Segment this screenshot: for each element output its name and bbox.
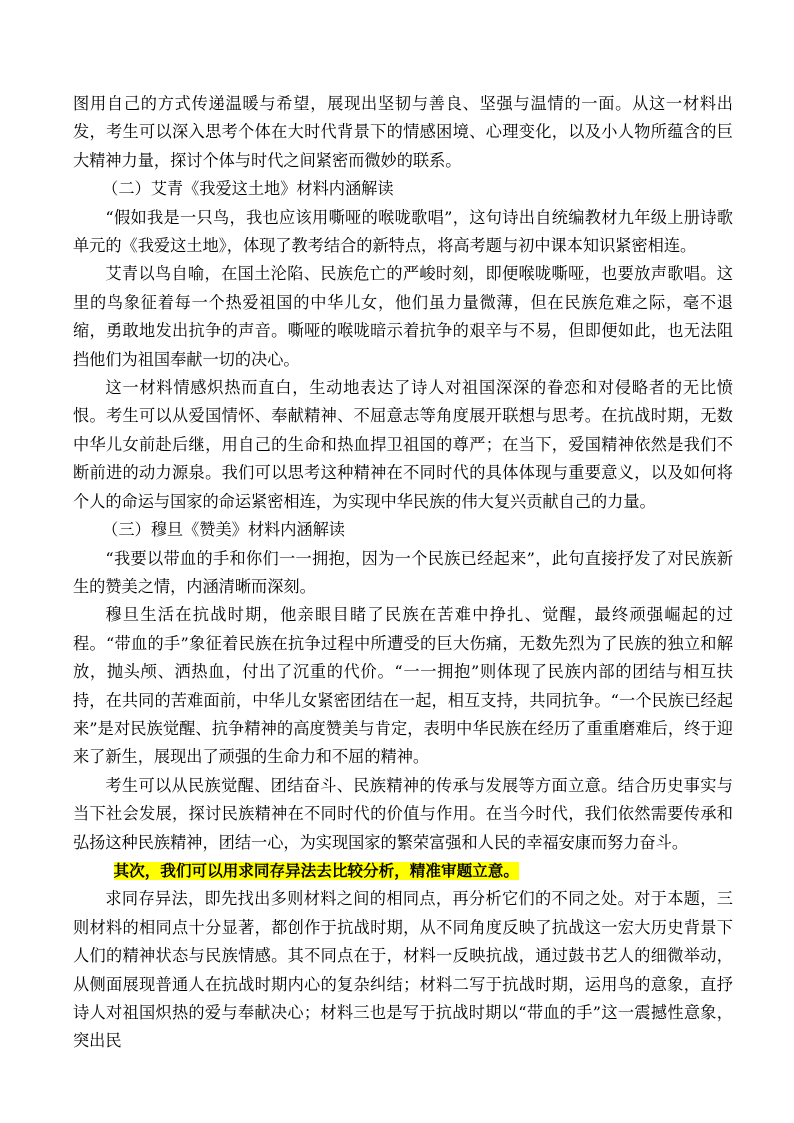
paragraph-mudan-analysis: 穆旦生活在抗战时期，他亲眼目睹了民族在苦难中挣扎、觉醒，最终顽强崛起的过程。“带血的手”象征着民族在抗争过程中所遭受的巨大伤痛，无数先烈为了民族的独立和解放，抛头颅、洒热血，付出了沉重的代价。“一一拥抱”则体现了民族内部的团结与相互扶持，在共同的苦难面前，中华儿女紧密团结在一起，相互支持，共同抗争。“一个民族已经起来”是对民族觉醒、抗争精神的高度赞美与肯定，表明中华民族在经历了重重磨难后，终于迎来了新生，展现出了顽强的生命力和不屈的精神。 (73, 605, 733, 767)
paragraph-method: 求同存异法，即先找出多则材料之间的相同点，再分析它们的不同之处。对于本题，三则材料的相同点十分显著，都创作于抗战时期，从不同角度反映了抗战这一宏大历史背景下人们的精神状态与民族情感。其不同点在于，材料一反映抗战，通过鼓书艺人的细微举动，从侧面展现普通人在抗战时期内心的复杂纠结；材料二写于抗战时期，运用鸟的意象，直抒诗人对祖国炽热的爱与奉献决心；材料三也是写于抗战时期以“带血的手”这一震撼性意象，突出民 (73, 889, 733, 1051)
paragraph-mudan-theme: 考生可以从民族觉醒、团结奋斗、民族精神的传承与发展等方面立意。结合历史事实与当下社会发展，探讨民族精神在不同时代的价值与作用。在当今时代，我们依然需要传承和弘扬这种民族精神，团结一心，为实现国家的繁荣富强和人民的幸福安康而努力奋斗。 (73, 775, 733, 852)
paragraph-aiqing-quote: “假如我是一只鸟，我也应该用嘶哑的喉咙歌唱”，这句诗出自统编教材九年级上册诗歌单元的《我爱这土地》，体现了教考结合的新特点，将高考题与初中课本知识紧密相连。 (73, 207, 733, 256)
paragraph-aiqing-theme: 这一材料情感炽热而直白，生动地表达了诗人对祖国深深的眷恋和对侵略者的无比愤恨。考生可以从爱国情怀、奉献精神、不屈意志等角度展开联想与思考。在抗战时期，无数中华儿女前赴后继，用自己的生命和热血捍卫祖国的尊严；在当下，爱国精神依然是我们不断前进的动力源泉。我们可以思考这种精神在不同时代的具体体现与重要意义，以及如何将个人的命运与国家的命运紧密相连，为实现中华民族的伟大复兴贡献自己的力量。 (73, 378, 733, 511)
paragraph-continuation: 图用自己的方式传递温暖与希望，展现出坚韧与善良、坚强与温情的一面。从这一材料出发，考生可以深入思考个体在大时代背景下的情感困境、心理变化，以及小人物所蕴含的巨大精神力量，探讨个体与时代之间紧密而微妙的联系。 (73, 94, 733, 170)
document-page (73, 90, 733, 1056)
highlighted-line (73, 857, 733, 885)
section-heading-aiqing: （二）艾青《我爱这土地》材料内涵解读 (102, 179, 394, 199)
highlighted-method-text: 其次，我们可以用求同存异法去比较分析，精准审题立意。 (113, 861, 519, 880)
section-heading-mudan: （三）穆旦《赞美》材料内涵解读 (102, 520, 345, 540)
paragraph-mudan-quote: “我要以带血的手和你们一一拥抱，因为一个民族已经起来”，此句直接抒发了对民族新生的赞美之情，内涵清晰而深刻。 (73, 548, 733, 596)
paragraph-aiqing-analysis: 艾青以鸟自喻，在国土沦陷、民族危亡的严峻时刻，即便喉咙嘶哑，也要放声歌唱。这里的鸟象征着每一个热爱祖国的中华儿女，他们虽力量微薄，但在民族危难之际，毫不退缩，勇敢地发出抗争的声音。嘶哑的喉咙暗示着抗争的艰辛与不易，但即便如此，也无法阻挡他们为祖国奉献一切的决心。 (73, 264, 733, 369)
